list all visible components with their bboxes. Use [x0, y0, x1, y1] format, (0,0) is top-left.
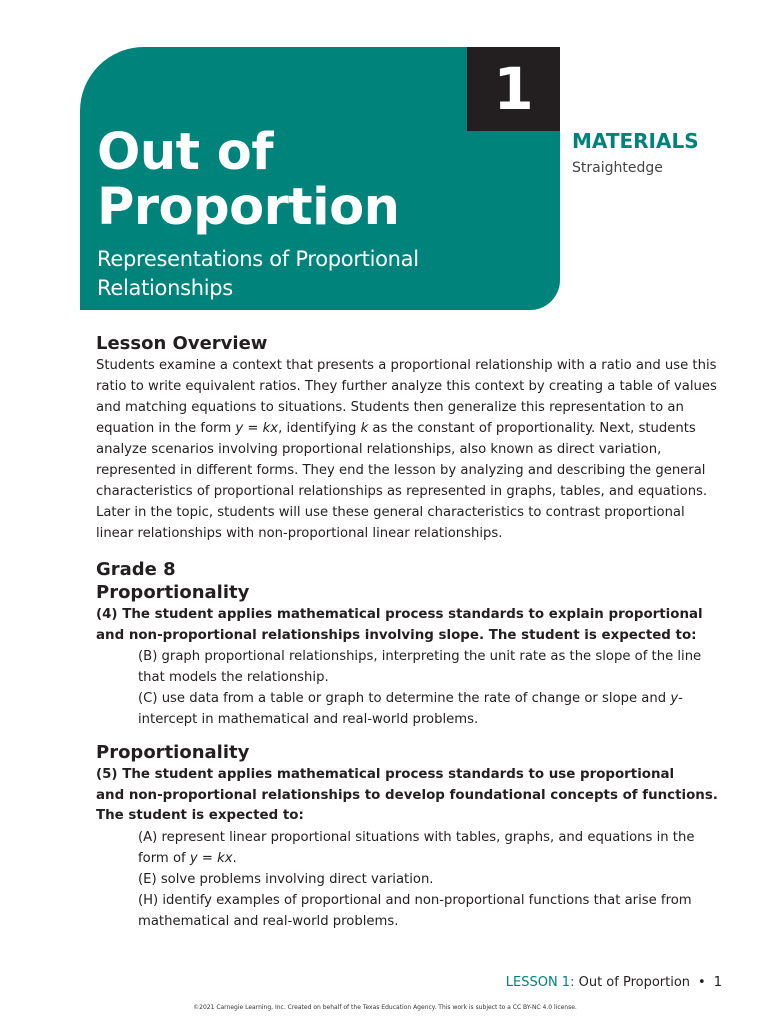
standard-item-5a	[138, 827, 721, 869]
standard-item-4c	[138, 688, 721, 730]
standard-item-4c-variable: y	[670, 691, 679, 706]
footer-colon: :	[570, 975, 575, 990]
lesson-title-line1: Out of	[97, 123, 274, 182]
standard-item-5a-text-pre: (A) represent linear proportional situations with tables, graphs, and equations in the form of	[138, 829, 695, 866]
section1-statement	[96, 605, 721, 646]
grade-heading: Grade 8	[96, 559, 176, 580]
overview-text-part3: as the constant of proportionality. Next, students analyze scenarios involving proportional relationships, also known as direct variation, represented in different forms. They end the lesson by analyzing and describing the general characteristics of proportional relationships as represented in graphs, tables, and equations. Later in the topic, students will use these general characteristics to contrast proportional linear relationships with non-proportional linear relationships.	[96, 421, 708, 541]
standard-item-5e	[138, 869, 721, 890]
overview-equation: y = kx	[235, 421, 279, 436]
standard-item-4b	[138, 646, 721, 688]
materials-panel	[572, 128, 762, 176]
standard-item-4b-text: (B) graph proportional relationships, interpreting the unit rate as the slope of the line that models the relationship.	[138, 649, 702, 685]
overview-paragraph	[96, 355, 721, 544]
section1-statement-line1: (4) The student applies mathematical process standards to explain proportional	[96, 607, 703, 622]
materials-heading: MATERIALS	[572, 129, 699, 153]
section2-statement	[96, 765, 721, 827]
overview-text-part1: Students examine a context that presents a proportional relationship with a ratio and use this ratio to write equivalent ratios. They further analyze this context by creating a table of values and matching equations to situations. Students then generalize this representation to an equation in the form	[96, 358, 717, 436]
footer-lesson-label: LESSON 1	[505, 975, 571, 990]
materials-item: Straightedge	[572, 160, 663, 176]
overview-k-variable: k	[360, 421, 369, 436]
page-footer	[506, 975, 722, 990]
standard-item-5a-text-post: .	[232, 850, 237, 866]
footer-lesson-title: Out of Proportion	[574, 975, 691, 990]
standard-item-5h	[138, 890, 721, 932]
section2-statement-line1: (5) The student applies mathematical process standards to use proportional	[96, 767, 675, 782]
section2-statement-line3: The student is expected to:	[96, 808, 304, 823]
section1-items	[138, 646, 721, 730]
lesson-title	[97, 125, 399, 235]
standard-item-5e-text: (E) solve problems involving direct variation.	[138, 871, 434, 887]
overview-text-part2: , identifying	[278, 421, 361, 436]
standard-item-4c-text-pre: (C) use data from a table or graph to determine the rate of change or slope and	[138, 691, 671, 706]
copyright-notice: ©2021 Carnegie Learning, Inc. Created on behalf of the Texas Education Agency. This work is subject to a CC BY-NC 4.0 license.	[193, 1004, 577, 1011]
footer-bullet: •	[698, 975, 706, 990]
standard-item-5h-text: (H) identify examples of proportional and non-proportional functions that arise from mathematical and real-world problems.	[138, 892, 692, 929]
section2-statement-line2: and non-proportional relationships to develop foundational concepts of functions.	[96, 787, 718, 803]
section2-heading: Proportionality	[96, 742, 250, 763]
section1-heading: Proportionality	[96, 582, 250, 603]
lesson-subtitle: Representations of Proportional Relationships	[97, 247, 419, 300]
section2-items	[138, 827, 721, 932]
standard-item-4c-text-post: -intercept in mathematical and real-world problems.	[138, 691, 683, 727]
lesson-number-badge: 1	[467, 47, 560, 131]
standard-item-5a-equation: y = kx	[189, 850, 233, 866]
overview-heading: Lesson Overview	[96, 333, 268, 354]
main-content	[96, 332, 721, 932]
section1-statement-line2: and non-proportional relationships involving slope. The student is expected to:	[96, 627, 697, 643]
lesson-title-line2: Proportion	[97, 178, 400, 237]
page-number: 1	[713, 975, 722, 990]
